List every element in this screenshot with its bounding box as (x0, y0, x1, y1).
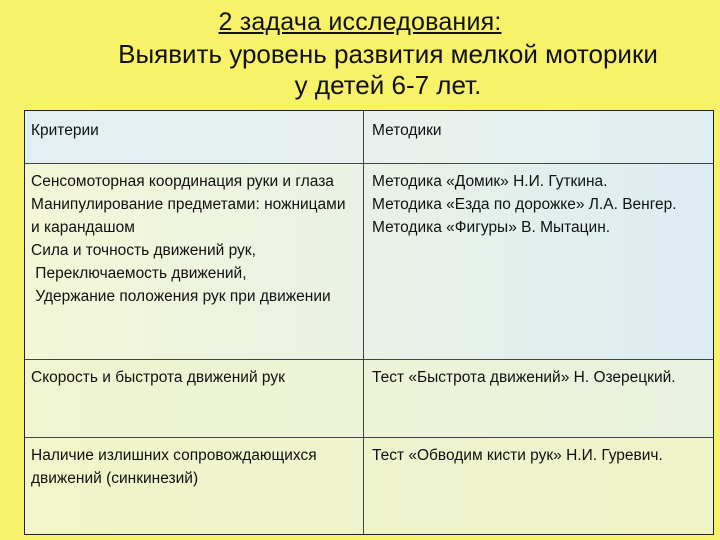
method-item: Методика «Фигуры» В. Мытацин. (372, 219, 611, 236)
table-header-row (25, 111, 713, 164)
method-item: Тест «Обводим кисти рук» Н.И. Гуревич. (372, 447, 663, 464)
method-item: Методика «Домик» Н.И. Гуткина. (372, 173, 608, 190)
criteria-item: Переключаемость движений, (31, 265, 247, 282)
method-item: Тест «Быстрота движений» Н. Озерецкий. (372, 369, 676, 386)
method-item: Методика «Езда по дорожке» Л.А. Венгер. (372, 196, 677, 213)
criteria-item: Манипулирование предметами: ножницами и карандашом (31, 196, 346, 236)
title-subtitle-line1: Выявить уровень развития мелкой моторики (118, 39, 658, 69)
criteria-item: Удержание положения рук при движении (31, 288, 331, 305)
criteria-cell (25, 438, 364, 534)
title-heading: 2 задача исследования: (218, 8, 502, 36)
methods-cell (364, 438, 713, 534)
header-criteria: Критерии (25, 111, 364, 163)
criteria-item: Сенсомоторная координация руки и глаза (31, 173, 334, 190)
criteria-item: Сила и точность движений рук, (31, 242, 256, 259)
criteria-item: Наличие излишних сопровождающихся движений (синкинезий) (31, 447, 317, 487)
methods-cell (364, 164, 713, 359)
title-subtitle-line2: у детей 6-7 лет. (294, 70, 482, 100)
table-row (25, 438, 713, 534)
table-row (25, 360, 713, 438)
slide-title (0, 6, 720, 100)
criteria-cell (25, 360, 364, 437)
criteria-cell (25, 164, 364, 359)
header-methods: Методики (372, 122, 442, 139)
criteria-item: Скорость и быстрота движений рук (31, 369, 285, 386)
methods-cell (364, 360, 713, 437)
table-row (25, 164, 713, 360)
criteria-methods-table (24, 110, 714, 535)
